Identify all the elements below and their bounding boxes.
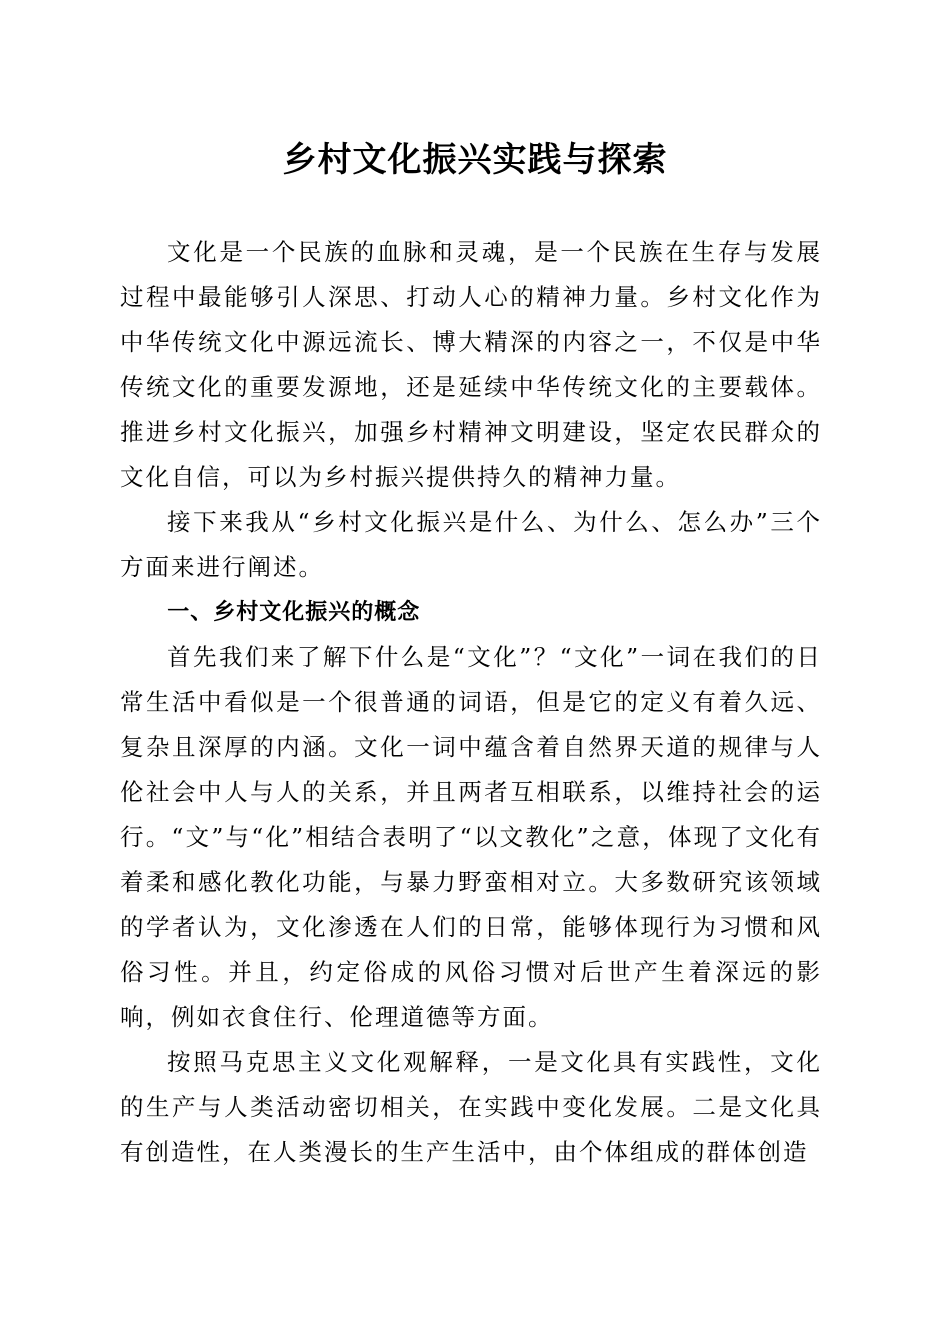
section-heading-1: 一、乡村文化振兴的概念 [167,600,421,625]
document-title: 乡村文化振兴实践与探索 [282,140,668,180]
document-body [120,230,822,1175]
section-1-paragraph-2: 按照马克思主义文化观解释，一是文化具有实践性，文化的生产与人类活动密切相关，在实践中变化发展。二是文化具有创造性，在人类漫长的生产生活中，由个体组成的群体创造 [120,1048,822,1166]
section-1-paragraph-1: 首先我们来了解下什么是“文化”？“文化”一词在我们的日常生活中看似是一个很普通的词语，但是它的定义有着久远、复杂且深厚的内涵。文化一词中蕴含着自然界天道的规律与人伦社会中人与人的关系，并且两者互相联系，以维持社会的运行。“文”与“化”相结合表明了“以文教化”之意，体现了文化有着柔和感化教化功能，与暴力野蛮相对立。大多数研究该领域的学者认为，文化渗透在人们的日常，能够体现行为习惯和风俗习性。并且，约定俗成的风俗习惯对后世产生着深远的影响，例如衣食住行、伦理道德等方面。 [120,643,822,1031]
intro-paragraph-1: 文化是一个民族的血脉和灵魂，是一个民族在生存与发展过程中最能够引人深思、打动人心的精神力量。乡村文化作为中华传统文化中源远流长、博大精深的内容之一，不仅是中华传统文化的重要发源地，还是延续中华传统文化的主要载体。推进乡村文化振兴，加强乡村精神文明建设，坚定农民群众的文化自信，可以为乡村振兴提供持久的精神力量。 [120,238,822,491]
intro-paragraph-2: 接下来我从“乡村文化振兴是什么、为什么、怎么办”三个方面来进行阐述。 [120,508,822,581]
